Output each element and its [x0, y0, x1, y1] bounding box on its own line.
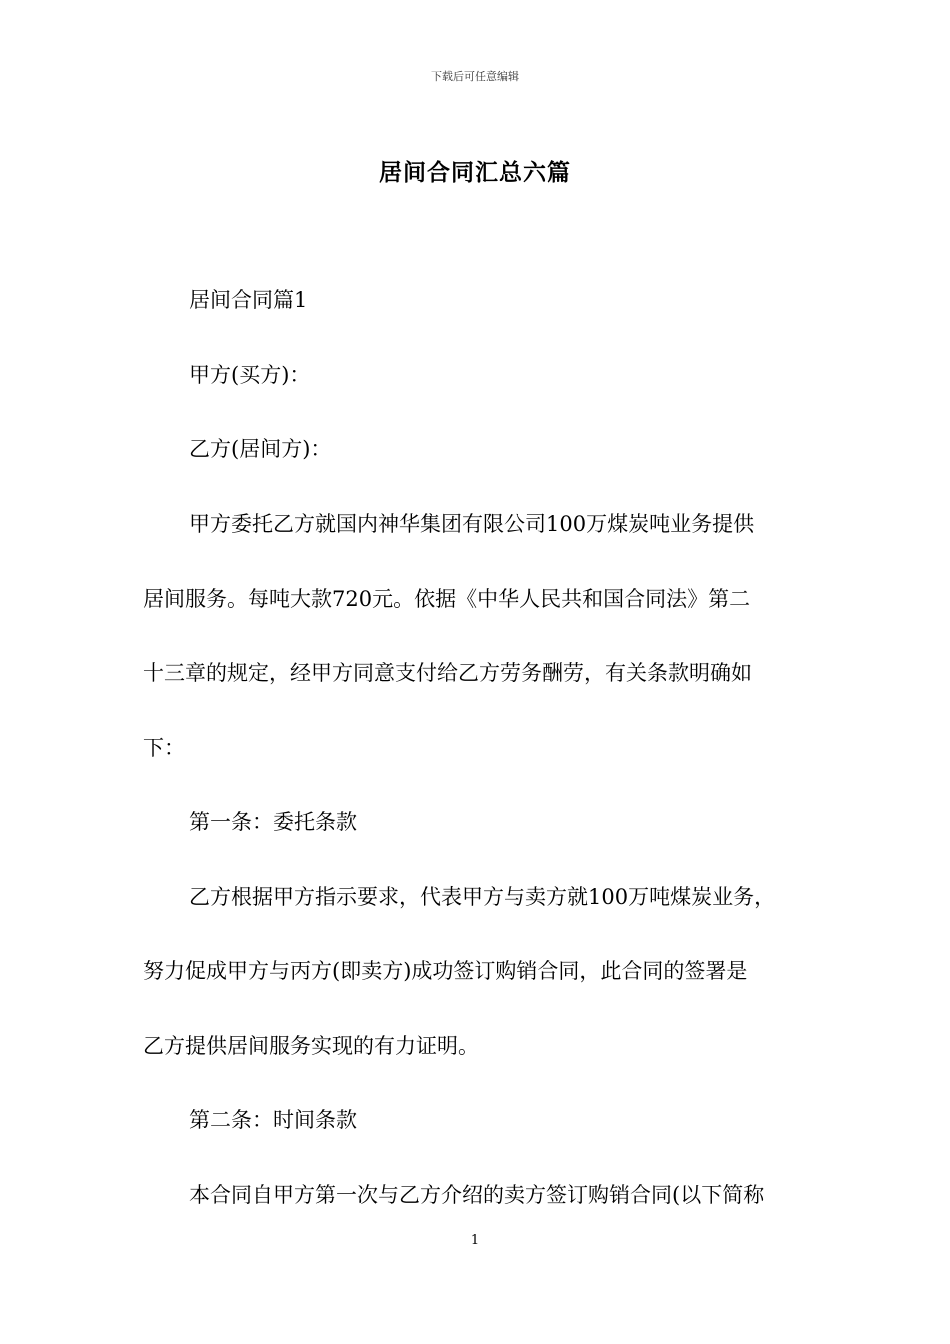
- paragraph-line: 乙方(居间方)：: [189, 437, 332, 461]
- paragraph-line: 甲方(买方)：: [189, 363, 311, 387]
- paragraph-line: 本合同自甲方第一次与乙方介绍的卖方签订购销合同(以下简称: [189, 1183, 765, 1207]
- paragraph-line: 居间合同篇1: [189, 288, 308, 312]
- paragraph-line: 乙方提供居间服务实现的有力证明。: [143, 1034, 479, 1058]
- header-note: 下载后可任意编辑: [431, 70, 519, 83]
- paragraph-line: 居间服务。每吨大款720元。依据《中华人民共和国合同法》第二: [143, 587, 751, 611]
- paragraph-line: 努力促成甲方与丙方(即卖方)成功签订购销合同，此合同的签署是: [143, 959, 748, 983]
- paragraph-line: 甲方委托乙方就国内神华集团有限公司100万煤炭吨业务提供: [189, 512, 755, 536]
- page-number: 1: [470, 1233, 480, 1248]
- paragraph-line: 十三章的规定，经甲方同意支付给乙方劳务酬劳，有关条款明确如: [143, 661, 752, 685]
- document-title: 居间合同汇总六篇: [379, 159, 571, 186]
- paragraph-line: 乙方根据甲方指示要求，代表甲方与卖方就100万吨煤炭业务，: [189, 885, 776, 909]
- section-heading: 第二条：时间条款: [189, 1108, 357, 1132]
- paragraph-line: 下：: [143, 736, 185, 760]
- section-heading: 第一条：委托条款: [189, 810, 357, 834]
